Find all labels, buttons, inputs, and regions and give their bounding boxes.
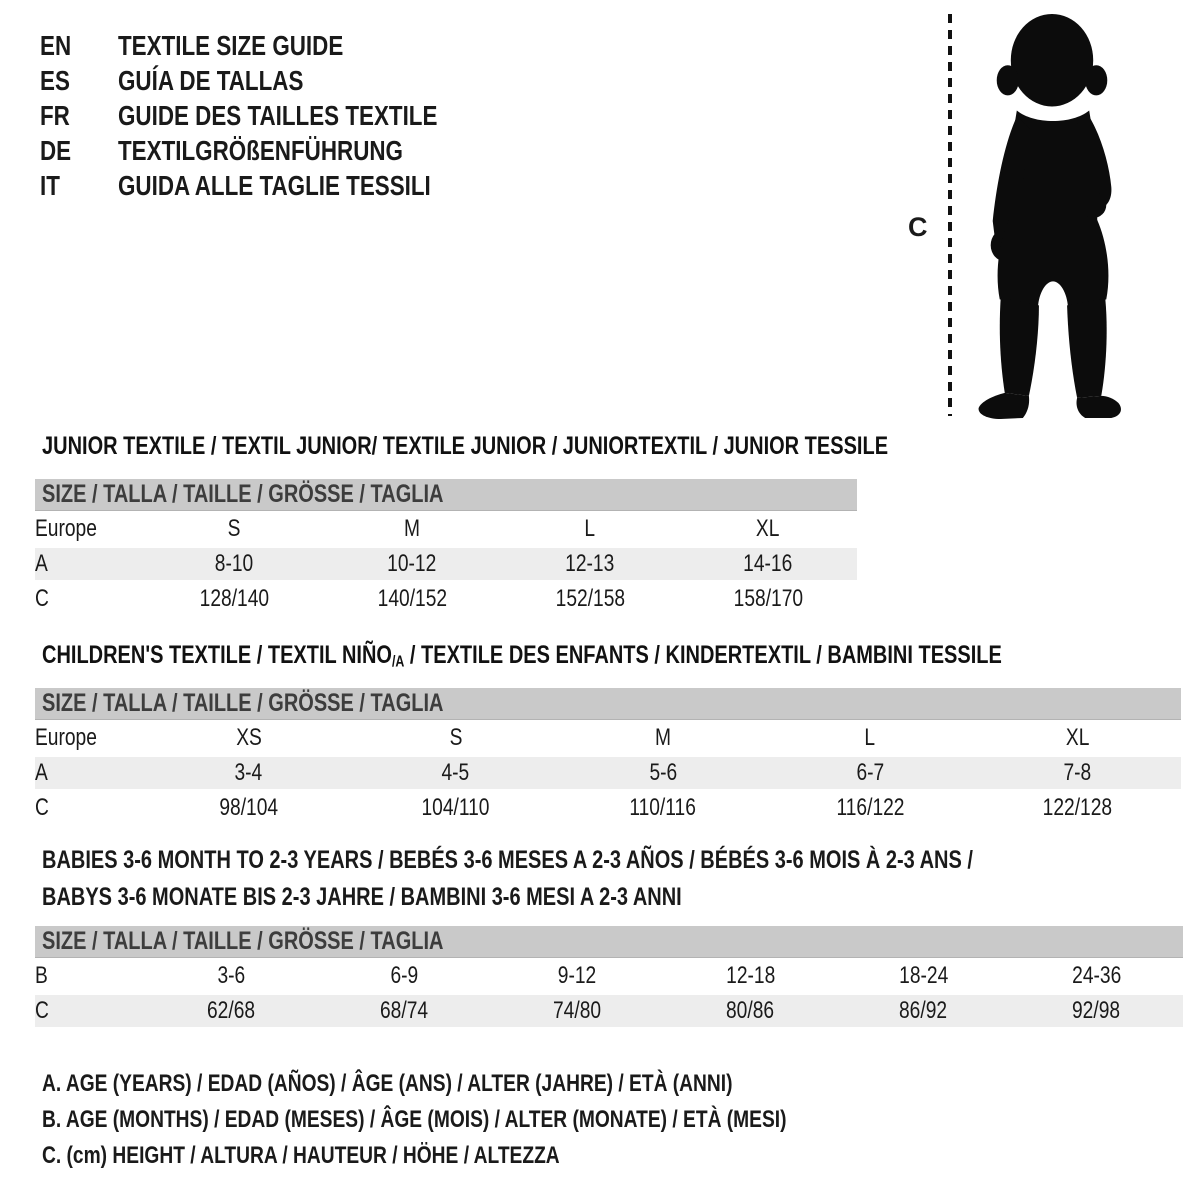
cell-value: S xyxy=(227,515,241,542)
cell-value: 74/80 xyxy=(553,997,602,1024)
lang-code: IT xyxy=(40,169,60,201)
nino-a-subscript: /A xyxy=(391,653,405,671)
cell-value: 122/128 xyxy=(1042,794,1113,821)
cell-value: XL xyxy=(1065,724,1090,751)
cell-value: 86/92 xyxy=(899,997,948,1024)
cell-value: 158/170 xyxy=(733,585,803,612)
lang-title: GUIDA ALLE TAGLIE TESSILI xyxy=(118,169,431,201)
lang-title: GUIDE DES TAILLES TEXTILE xyxy=(118,99,438,131)
junior-size-table xyxy=(35,479,857,618)
cell-value: 98/104 xyxy=(219,794,278,821)
legend-line-c: C. (cm) HEIGHT / ALTURA / HAUTEUR / HÖHE / ALTEZZA xyxy=(42,1142,560,1169)
size-header-bar: SIZE / TALLA / TAILLE / GRÖSSE / TAGLIA xyxy=(35,688,1181,719)
cell-value: 140/152 xyxy=(377,585,447,612)
language-header xyxy=(40,28,517,203)
lang-row-en xyxy=(40,28,517,63)
cell-value: L xyxy=(864,724,876,751)
row-label: Europe xyxy=(35,724,97,751)
children-size-table xyxy=(35,688,1181,827)
cell-value: 12-13 xyxy=(565,550,615,577)
lang-code: ES xyxy=(40,64,70,96)
cell-value: XL xyxy=(756,515,780,542)
table-row xyxy=(35,792,1181,824)
children-section-title: CHILDREN'S TEXTILE / TEXTIL NIÑO/A / TEXTILE DES ENFANTS / KINDERTEXTIL / BAMBINI TESSILE xyxy=(42,641,1002,671)
cell-value: 6-7 xyxy=(856,759,885,786)
toddler-silhouette-icon xyxy=(966,14,1138,420)
measurement-legend xyxy=(42,1066,973,1174)
lang-code: FR xyxy=(40,99,70,131)
row-label: B xyxy=(35,962,48,989)
table-row xyxy=(35,960,1183,992)
row-label: C xyxy=(35,794,49,821)
cell-value: 3-4 xyxy=(234,759,263,786)
cell-value: 152/158 xyxy=(555,585,625,612)
lang-code: EN xyxy=(40,29,72,61)
babies-section-title: BABIES 3-6 MONTH TO 2-3 YEARS / BEBÉS 3-6 MESES A 2-3 AÑOS / BÉBÉS 3-6 MOIS À 2-3 ANS / BABYS 3-6 MONATE BIS 2-3 JAHRE / BAMBINI 3-6 MESI A 2-3 ANNI xyxy=(42,846,973,911)
cell-value: 104/110 xyxy=(421,794,490,821)
table-row xyxy=(35,583,857,615)
lang-row-de xyxy=(40,133,517,168)
lang-code: DE xyxy=(40,134,72,166)
cell-value: 68/74 xyxy=(380,997,429,1024)
cell-value: L xyxy=(584,515,596,542)
junior-section-title: JUNIOR TEXTILE / TEXTIL JUNIOR/ TEXTILE JUNIOR / JUNIORTEXTIL / JUNIOR TESSILE xyxy=(42,432,889,460)
cell-value: 10-12 xyxy=(387,550,437,577)
lang-row-fr xyxy=(40,98,517,133)
lang-row-es xyxy=(40,63,517,98)
row-label: A xyxy=(35,550,48,577)
cell-value: 9-12 xyxy=(558,962,597,989)
height-measure-dashed-line xyxy=(948,14,952,416)
row-label: A xyxy=(35,759,48,786)
cell-value: 6-9 xyxy=(390,962,419,989)
row-label: Europe xyxy=(35,515,97,542)
lang-title: TEXTILGRÖßENFÜHRUNG xyxy=(118,134,403,166)
cell-value: 4-5 xyxy=(441,759,470,786)
row-label: C xyxy=(35,997,49,1024)
table-row xyxy=(35,995,1183,1027)
cell-value: 62/68 xyxy=(207,997,256,1024)
cell-value: 3-6 xyxy=(217,962,246,989)
legend-line-a: A. AGE (YEARS) / EDAD (AÑOS) / ÂGE (ANS) / ALTER (JAHRE) / ETÀ (ANNI) xyxy=(42,1070,733,1097)
cell-value: M xyxy=(654,724,671,751)
babies-size-table xyxy=(35,926,1183,1030)
cell-value: 80/86 xyxy=(726,997,775,1024)
lang-title: GUÍA DE TALLAS xyxy=(118,64,304,96)
cell-value: 8-10 xyxy=(214,550,254,577)
cell-value: 92/98 xyxy=(1072,997,1121,1024)
table-row xyxy=(35,722,1181,754)
size-header-bar: SIZE / TALLA / TAILLE / GRÖSSE / TAGLIA xyxy=(35,926,1183,957)
cell-value: XS xyxy=(235,724,262,751)
cell-value: 7-8 xyxy=(1063,759,1092,786)
cell-value: 116/122 xyxy=(836,794,905,821)
cell-value: 128/140 xyxy=(199,585,269,612)
size-header-bar: SIZE / TALLA / TAILLE / GRÖSSE / TAGLIA xyxy=(35,479,857,510)
table-row xyxy=(35,757,1181,789)
lang-title: TEXTILE SIZE GUIDE xyxy=(118,29,344,61)
cell-value: S xyxy=(449,724,463,751)
cell-value: 110/116 xyxy=(629,794,697,821)
row-label: C xyxy=(35,585,49,612)
cell-value: 14-16 xyxy=(743,550,793,577)
cell-value: 24-36 xyxy=(1071,962,1122,989)
lang-row-it xyxy=(40,168,517,203)
cell-value: 12-18 xyxy=(725,962,776,989)
cell-value: M xyxy=(404,515,420,542)
legend-line-b: B. AGE (MONTHS) / EDAD (MESES) / ÂGE (MOIS) / ALTER (MONATE) / ETÀ (MESI) xyxy=(42,1106,787,1133)
table-row xyxy=(35,548,857,580)
table-row xyxy=(35,513,857,545)
measure-label-c: C xyxy=(908,212,928,242)
cell-value: 18-24 xyxy=(898,962,949,989)
cell-value: 5-6 xyxy=(649,759,677,786)
